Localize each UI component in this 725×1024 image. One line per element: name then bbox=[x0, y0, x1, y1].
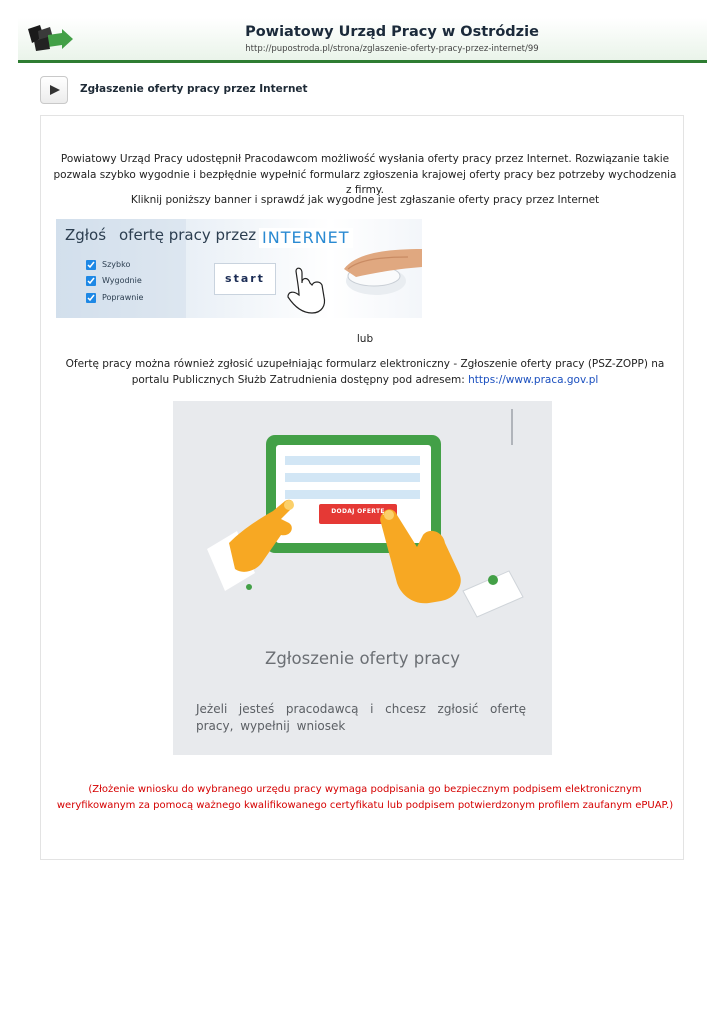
check-icon bbox=[86, 276, 96, 286]
banner-prompt: Kliknij poniższy banner i sprawdź jak wygodne jest zgłaszanie oferty pracy przez Internet bbox=[130, 194, 600, 206]
check-icon bbox=[86, 260, 96, 270]
site-url[interactable]: http://pupostroda.pl/strona/zglaszenie-oferty-pracy-przez-internet/99 bbox=[245, 44, 539, 54]
banner-internet: INTERNET bbox=[259, 228, 353, 248]
zopp-illustration[interactable] bbox=[173, 401, 552, 755]
illus-title: Zgłoszenie oferty pracy bbox=[265, 649, 460, 668]
praca-gov-link[interactable]: https://www.praca.gov.pl bbox=[468, 373, 599, 386]
or-separator: lub bbox=[356, 333, 374, 345]
alt-paragraph bbox=[50, 357, 680, 388]
illus-description: Jeżeli jesteś pracodawcą i chcesz zgłosić ofertę pracy, wypełnij wniosek bbox=[196, 702, 526, 733]
check-icon bbox=[86, 293, 96, 303]
back-button[interactable] bbox=[40, 76, 68, 104]
banner-check-label: Wygodnie bbox=[102, 276, 142, 285]
banner-check-label: Poprawnie bbox=[102, 293, 144, 302]
alt-text: Ofertę pracy można również zgłosić uzupełniając formularz elektroniczny - Zgłoszenie oferty pracy (PSZ-ZOPP) na portalu Publicznych Służb Zatrudnienia dostępny pod adresem: bbox=[65, 358, 665, 386]
illus-add-offer-button: DODAJ OFERTĘ bbox=[331, 508, 385, 515]
signature-note: (Złożenie wniosku do wybranego urzędu pracy wymaga podpisania go bezpiecznym podpisem elektronicznym weryfikowanym za pomocą ważnego kwalifikowanego certyfikatu lub podpisem potwierdzonym profilem zaufanym ePUAP.) bbox=[56, 784, 674, 811]
banner-start-button[interactable]: start bbox=[214, 263, 276, 295]
banner-oferte: ofertę pracy przez bbox=[119, 226, 257, 244]
site-title: Powiatowy Urząd Pracy w Ostródzie bbox=[245, 24, 539, 40]
intro-paragraph: Powiatowy Urząd Pracy udostępnił Pracodawcom możliwość wysłania oferty pracy przez Internet. Rozwiązanie takie pozwala szybko wygodnie i bezpłędnie wypełnić formularz zgłoszenia krajowej oferty pracy bez potrzeby wychodzenia z firmy. bbox=[53, 153, 677, 196]
zglos-oferte-banner[interactable] bbox=[56, 219, 422, 318]
banner-zglos: Zgłoś bbox=[65, 226, 107, 244]
play-arrow-icon bbox=[49, 84, 61, 96]
header-divider bbox=[18, 60, 707, 63]
page-title: Zgłaszenie oferty pracy przez Internet bbox=[80, 83, 308, 95]
site-logo[interactable] bbox=[26, 23, 74, 53]
banner-check-label: Szybko bbox=[102, 260, 131, 269]
